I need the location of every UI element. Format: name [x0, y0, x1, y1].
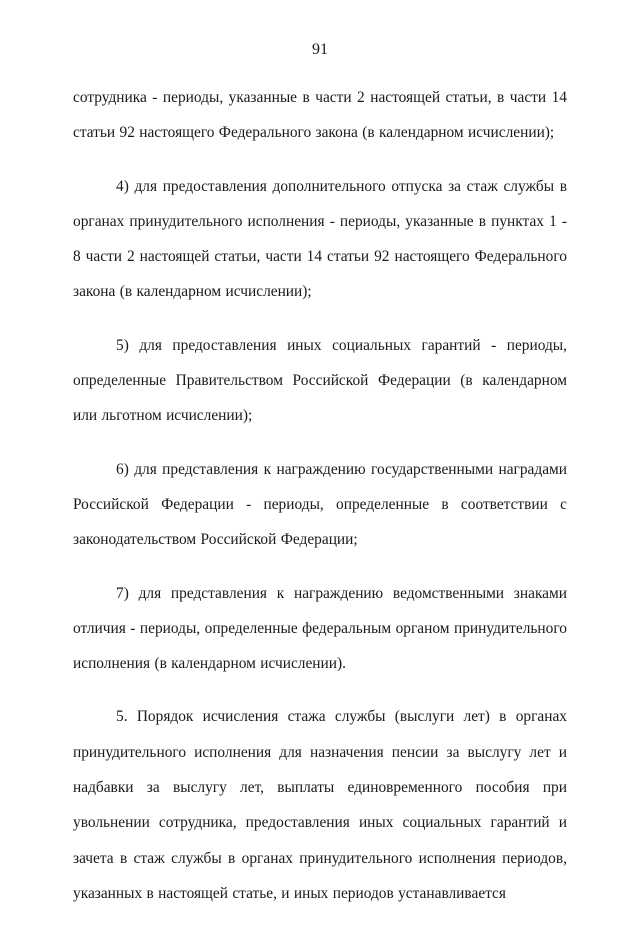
page-number: 91	[312, 41, 328, 58]
paragraph-continuation: сотрудника - периоды, указанные в части 2 настоящей статьи, в части 14 статьи 92 настоящего Федерального закона (в календарном исчислении);	[73, 89, 567, 142]
document-body	[73, 80, 567, 929]
paragraph-item-4: 4) для предоставления дополнительного отпуска за стаж службы в органах принудительного исполнения - периоды, указанные в пунктах 1 - 8 части 2 настоящей статьи, части 14 статьи 92 настоящего Федерального закона (в календарном исчислении);	[73, 177, 567, 301]
paragraph-item-6: 6) для представления к награждению государственными наградами Российской Федерации - периоды, определенные в соответствии с законодательством Российской Федерации;	[73, 460, 567, 549]
paragraph-item-7: 7) для представления к награждению ведомственными знаками отличия - периоды, определенные федеральным органом принудительного исполнения (в календарном исчислении).	[73, 584, 567, 673]
paragraph-part-5: 5. Порядок исчисления стажа службы (выслуги лет) в органах принудительного исполнения для назначения пенсии за выслугу лет и надбавки за выслугу лет, выплаты единовременного пособия при увольнении сотрудника, предоставления иных социальных гарантий и зачета в стаж службы в органах принудительного исполнения периодов, указанных в настоящей статье, и иных периодов устанавливается	[73, 708, 567, 902]
paragraph-item-5: 5) для предоставления иных социальных гарантий - периоды, определенные Правительством Российской Федерации (в календарном или льготном исчислении);	[73, 336, 567, 425]
